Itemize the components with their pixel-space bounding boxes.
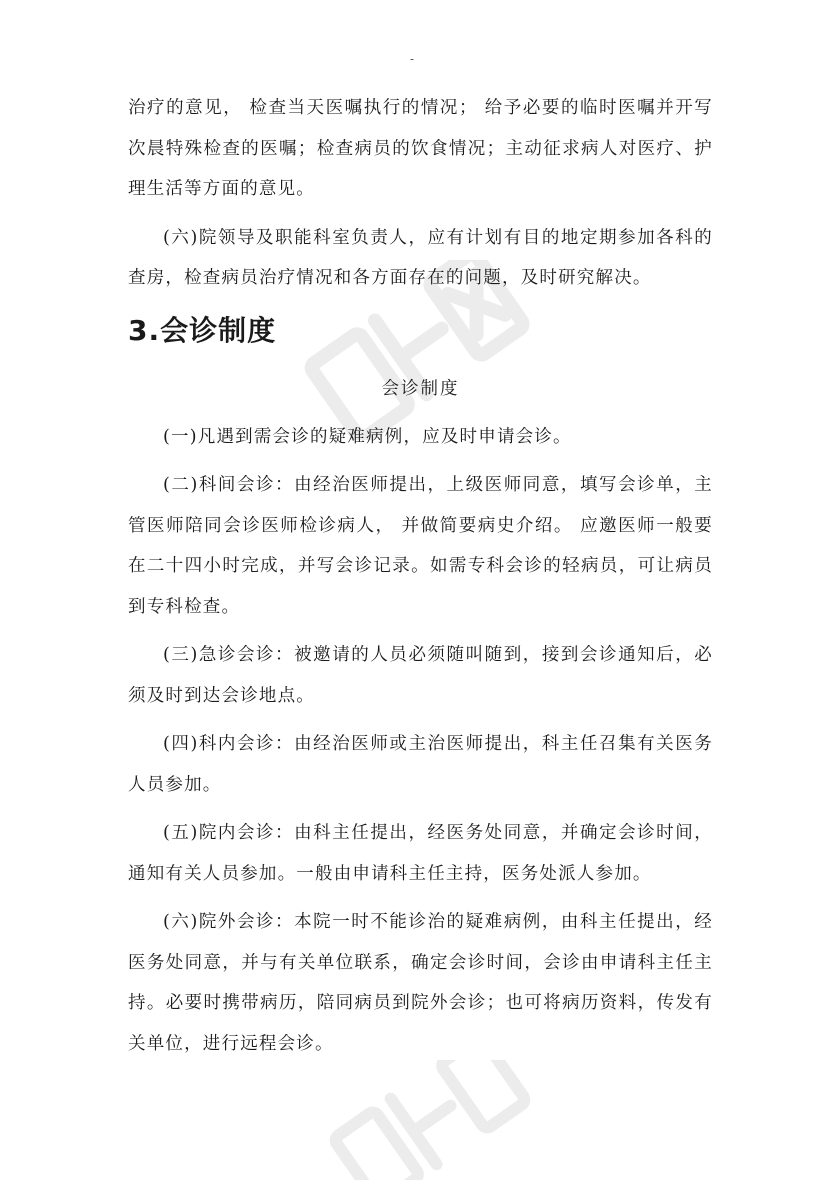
page-header-mark: - xyxy=(410,52,415,66)
list-item: (六)院外会诊：本院一时不能诊治的疑难病例，由科主任提出，经医务处同意，并与有关单位联系，确定会诊时间，会诊由申请科主任主持。必要时携带病历，陪同病员到院外会诊；也可将病历资料，传发有关单位，进行远程会诊。 xyxy=(128,912,713,1054)
continuation-paragraph: 治疗的意见， 检查当天医嘱执行的情况； 给予必要的临时医嘱并开写次晨特殊检查的医嘱；检查病员的饮食情况；主动征求病人对医疗、护理生活等方面的意见。 xyxy=(128,98,713,199)
section-heading: 3.会诊制度 xyxy=(128,313,277,347)
watermark-logo-bottom xyxy=(320,1060,540,1180)
list-item: (四)科内会诊：由经治医师或主治医师提出，科主任召集有关医务人员参加。 xyxy=(128,734,713,795)
list-item: (一)凡遇到需会诊的疑难病例，应及时申请会诊。 xyxy=(163,426,572,447)
document-body xyxy=(128,88,713,1064)
continuation-paragraph: (六)院领导及职能科室负责人，应有计划有目的地定期参加各科的查房，检查病员治疗情况和各方面存在的问题，及时研究解决。 xyxy=(128,227,713,288)
list-item: (五)院内会诊：由科主任提出，经医务处同意，并确定会诊时间，通知有关人员参加。一般由申请科主任主持，医务处派人参加。 xyxy=(128,823,713,884)
list-item: (二)科间会诊：由经治医师提出，上级医师同意，填写会诊单，主管医师陪同会诊医师检诊病人， 并做简要病史介绍。 应邀医师一般要在二十四小时完成，并写会诊记录。如需专科会诊的轻病员，可让病员到专科检查。 xyxy=(128,475,713,617)
list-item: (三)急诊会诊：被邀请的人员必须随叫随到，接到会诊通知后，必须及时到达会诊地点。 xyxy=(128,645,713,706)
section-title: 会诊制度 xyxy=(381,378,460,399)
